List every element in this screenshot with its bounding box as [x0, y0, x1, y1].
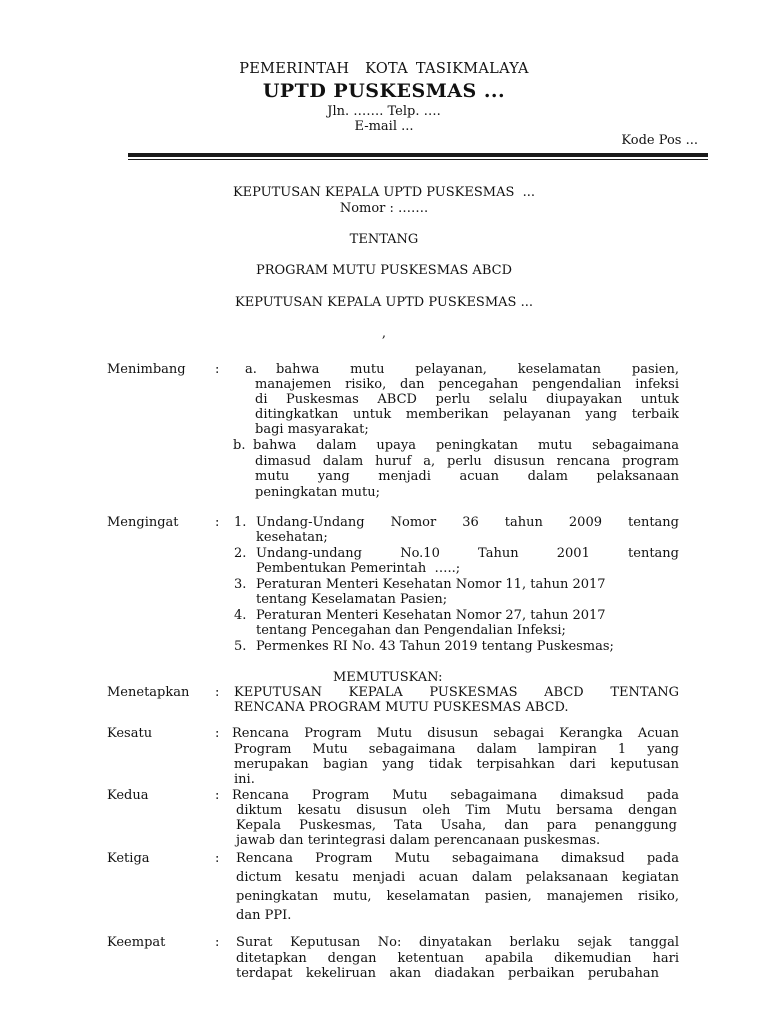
menimbang-a-line: bahwa mutu pelayanan, keselamatan pasien,: [276, 362, 679, 377]
keempat-label: Keempat: [107, 935, 166, 950]
mengingat-item-line: Pembentukan Pemerintah …..;: [256, 561, 461, 576]
mengingat-label: Mengingat: [107, 515, 179, 530]
heading-comma: ,: [381, 326, 387, 341]
menimbang-b-line: bahwa dalam upaya peningkatan mutu sebagaimana: [253, 438, 679, 453]
ketiga-label: Ketiga: [107, 851, 150, 866]
kesatu-line: Rencana Program Mutu disusun sebagai Kerangka Acuan: [232, 726, 679, 741]
government-name: PEMERINTAH KOTA TASIKMALAYA: [239, 61, 529, 77]
menimbang-b-marker: b.: [233, 438, 246, 453]
mengingat-item-line: tentang Pencegahan dan Pengendalian Infeksi;: [256, 623, 566, 638]
menimbang-b-line: peningkatan mutu;: [255, 485, 381, 500]
mengingat-item-line: Peraturan Menteri Kesehatan Nomor 11, tahun 2017: [256, 577, 606, 592]
mengingat-item-line: Permenkes RI No. 43 Tahun 2019 tentang Puskesmas;: [256, 639, 614, 654]
menimbang-label: Menimbang: [107, 362, 186, 377]
letterhead-rule-thin: [128, 159, 708, 160]
menetapkan-line: RENCANA PROGRAM MUTU PUSKESMAS ABCD.: [234, 700, 569, 715]
menimbang-colon: :: [215, 362, 220, 377]
kedua-colon: :: [215, 788, 220, 803]
menimbang-a-line: ditingkatkan untuk memberikan pelayanan yang terbaik: [255, 407, 679, 422]
mengingat-item-line: Peraturan Menteri Kesehatan Nomor 27, tahun 2017: [256, 608, 606, 623]
ketiga-line: dan PPI.: [236, 908, 292, 923]
decree-number: Nomor : …….: [339, 201, 429, 216]
menetapkan-colon: :: [215, 685, 220, 700]
kedua-line: jawab dan terintegrasi dalam perencanaan puskesmas.: [236, 833, 601, 848]
kesatu-line: merupakan bagian yang tidak terpisahkan dari keputusan: [234, 757, 679, 772]
decree-authority: KEPUTUSAN KEPALA UPTD PUSKESMAS ...: [235, 295, 533, 310]
keempat-line: Surat Keputusan No: dinyatakan berlaku sejak tanggal: [236, 935, 679, 950]
ketiga-line: peningkatan mutu, keselamatan pasien, manajemen risiko,: [236, 889, 679, 904]
email-line: E-mail ...: [354, 119, 414, 134]
kesatu-label: Kesatu: [107, 726, 153, 741]
menimbang-a-line: manajemen risiko, dan pencegahan pengendalian infeksi: [255, 377, 679, 392]
keempat-line: terdapat kekeliruan akan diadakan perbaikan perubahan: [236, 966, 659, 981]
menimbang-a-marker: a.: [245, 362, 257, 377]
decree-subject: PROGRAM MUTU PUSKESMAS ABCD: [255, 263, 512, 278]
mengingat-item-number: 2.: [234, 546, 247, 561]
mengingat-item-line: Undang-Undang Nomor 36 tahun 2009 tentang: [256, 515, 679, 530]
kedua-line: diktum kesatu disusun oleh Tim Mutu bersama dengan: [236, 803, 677, 818]
ketiga-line: Rencana Program Mutu sebagaimana dimaksud pada: [236, 851, 679, 866]
letterhead-rule-thick: [128, 153, 708, 157]
kedua-label: Kedua: [107, 788, 149, 803]
mengingat-item-line: kesehatan;: [256, 530, 328, 545]
mengingat-item-number: 5.: [234, 639, 247, 654]
mengingat-colon: :: [215, 515, 220, 530]
institution-name: UPTD PUSKESMAS ...: [262, 80, 506, 102]
kesatu-line: ini.: [234, 772, 255, 787]
menetapkan-label: Menetapkan: [107, 685, 190, 700]
kedua-line: Rencana Program Mutu sebagaimana dimaksud pada: [232, 788, 679, 803]
kedua-line: Kepala Puskesmas, Tata Usaha, dan para penanggung: [236, 818, 677, 833]
ketiga-colon: :: [215, 851, 220, 866]
mengingat-item-number: 1.: [234, 515, 247, 530]
mengingat-item-number: 3.: [234, 577, 247, 592]
kesatu-colon: :: [215, 726, 220, 741]
menimbang-b-line: dimasud dalam huruf a, perlu disusun rencana program: [255, 454, 679, 469]
decree-title: KEPUTUSAN KEPALA UPTD PUSKESMAS ...: [232, 185, 536, 200]
postal-code: Kode Pos ...: [621, 133, 698, 148]
mengingat-item-line: Undang-undang No.10 Tahun 2001 tentang: [256, 546, 679, 561]
keempat-line: ditetapkan dengan ketentuan apabila dikemudian hari: [236, 951, 679, 966]
about-heading: TENTANG: [349, 232, 419, 247]
address-line: Jln. ……. Telp. ….: [327, 104, 441, 119]
mengingat-item-line: tentang Keselamatan Pasien;: [256, 592, 448, 607]
menimbang-a-line: di Puskesmas ABCD perlu selalu diupayakan untuk: [255, 392, 679, 407]
mengingat-item-number: 4.: [234, 608, 247, 623]
keempat-colon: :: [215, 935, 220, 950]
menetapkan-line: KEPUTUSAN KEPALA PUSKESMAS ABCD TENTANG: [234, 685, 679, 700]
memutuskan-heading: MEMUTUSKAN:: [333, 670, 443, 685]
menimbang-b-line: mutu yang menjadi acuan dalam pelaksanaan: [255, 469, 679, 484]
ketiga-line: dictum kesatu menjadi acuan dalam pelaksanaan kegiatan: [236, 870, 679, 885]
menimbang-a-line: bagi masyarakat;: [255, 422, 369, 437]
kesatu-line: Program Mutu sebagaimana dalam lampiran 1 yang: [234, 742, 679, 757]
